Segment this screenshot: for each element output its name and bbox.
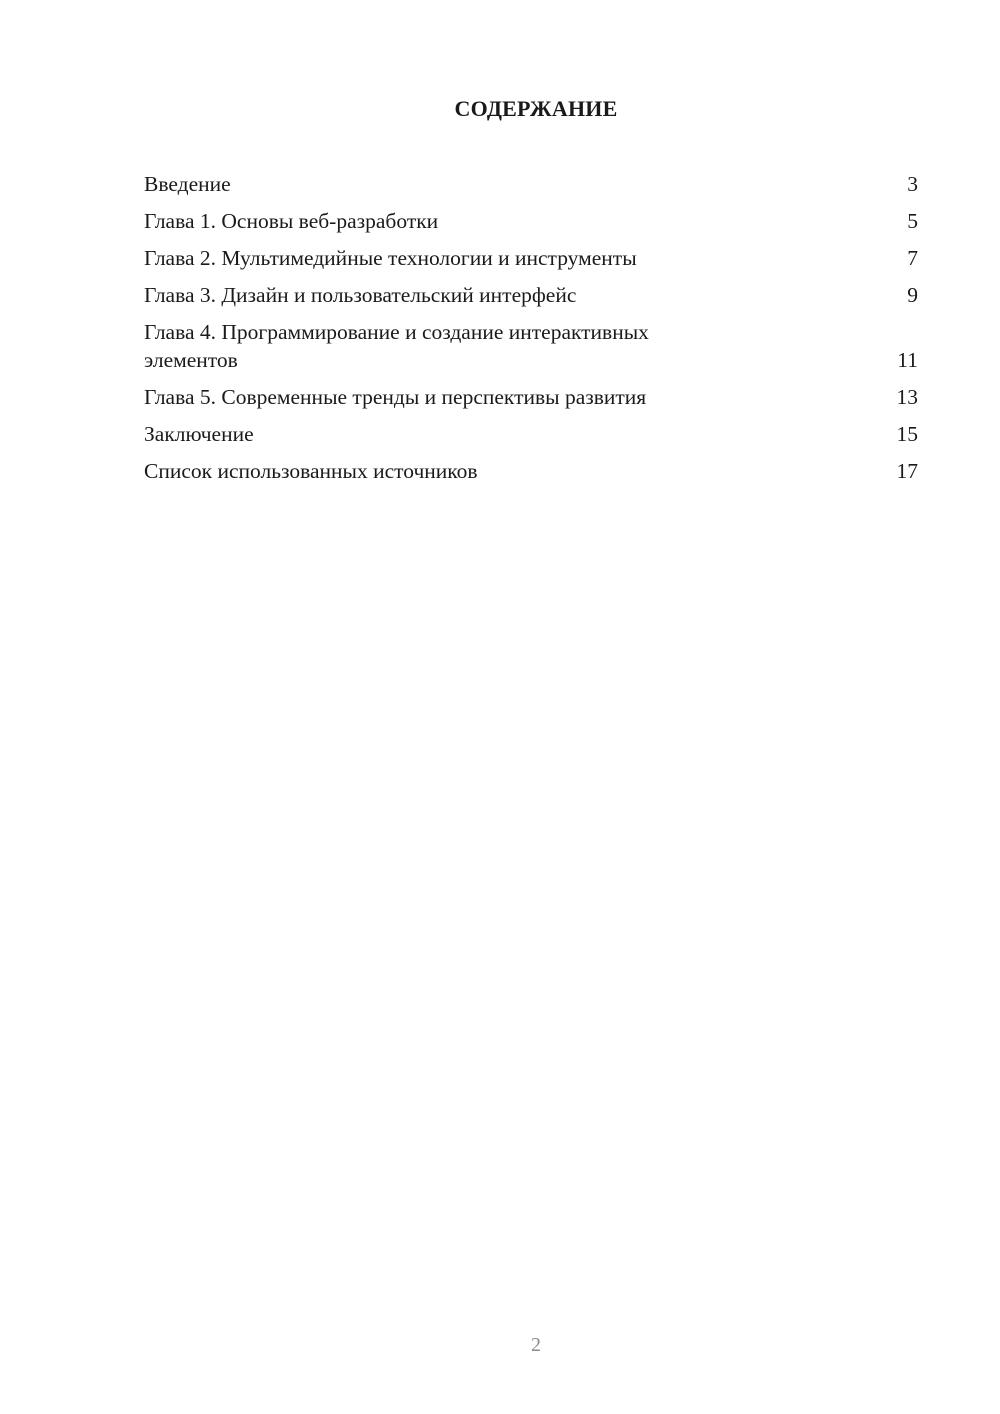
table-of-contents [144,170,918,494]
toc-entry-title: Список использованных источников [144,459,478,483]
toc-entry-introduction[interactable] [144,170,918,198]
toc-entry-title: Глава 3. Дизайн и пользовательский интерфейс [144,283,577,307]
toc-entry-page: 15 [896,422,918,446]
toc-entry-page: 5 [907,209,918,233]
toc-entry-chapter-3[interactable] [144,281,918,309]
toc-entry-page: 11 [897,348,918,372]
toc-entry-conclusion[interactable] [144,420,918,448]
toc-entry-page: 9 [907,283,918,307]
toc-entry-title: Глава 1. Основы веб-разработки [144,209,439,233]
page-title: СОДЕРЖАНИЕ [454,96,618,121]
toc-entry-title: Введение [144,172,231,196]
toc-entry-page: 3 [907,172,918,196]
toc-entry-chapter-5[interactable] [144,383,918,411]
toc-entry-references[interactable] [144,457,918,485]
toc-entry-chapter-2[interactable] [144,244,918,272]
toc-entry-title: Глава 5. Современные тренды и перспективы развития [144,385,647,409]
toc-entry-page: 17 [896,459,918,483]
toc-entry-chapter-1[interactable] [144,207,918,235]
toc-entry-chapter-4[interactable] [144,318,918,374]
toc-entry-page: 13 [896,385,918,409]
toc-entry-page: 7 [907,246,918,270]
toc-entry-title: Глава 2. Мультимедийные технологии и инструменты [144,246,637,270]
toc-entry-title: Заключение [144,422,254,446]
page-number: 2 [531,1334,541,1356]
toc-entry-title: Глава 4. Программирование и создание интерактивных элементов [144,320,649,372]
